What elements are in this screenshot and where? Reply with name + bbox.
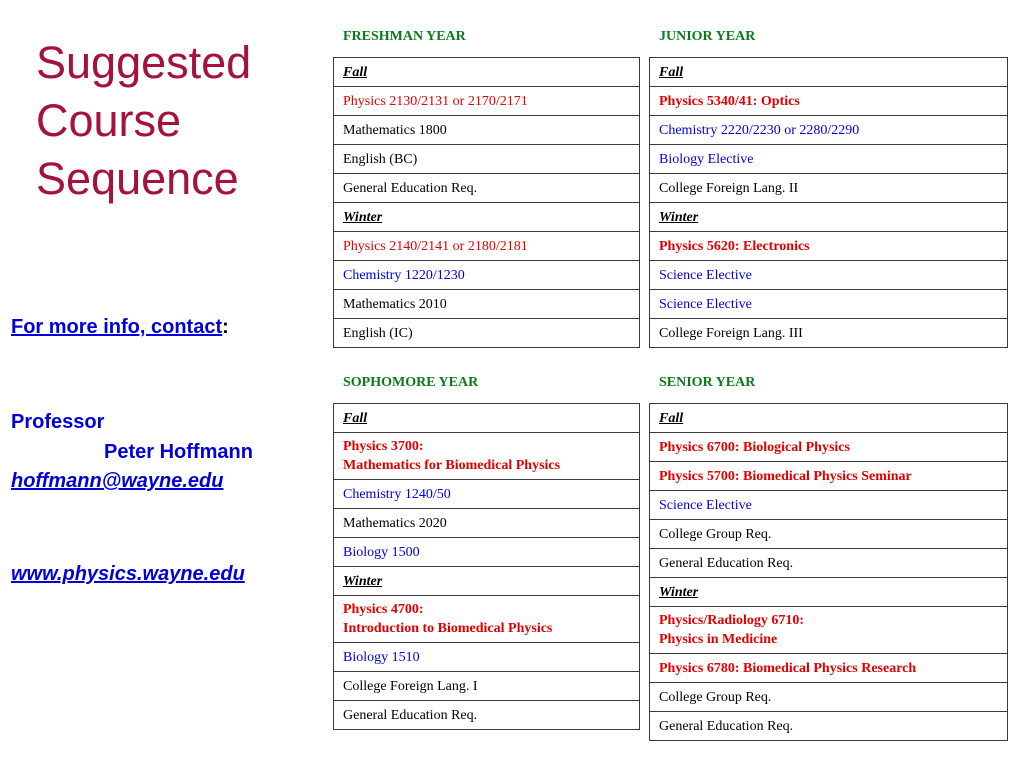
course-cell: College Foreign Lang. III	[650, 319, 1008, 348]
course-cell: Mathematics 2020	[334, 509, 640, 538]
course-cell: Physics 2140/2141 or 2180/2181	[334, 232, 640, 261]
course-row	[650, 462, 1008, 491]
senior-year-header: SENIOR YEAR	[659, 375, 756, 390]
course-cell: Science Elective	[650, 491, 1008, 520]
course-cell: Science Elective	[650, 290, 1008, 319]
course-row	[334, 319, 640, 348]
title-line-1: Suggested	[36, 37, 252, 88]
course-cell: Science Elective	[650, 261, 1008, 290]
course-row	[334, 433, 640, 480]
term-label: Winter	[334, 203, 640, 232]
course-line-2: Physics in Medicine	[659, 632, 778, 647]
course-cell: Physics 5620: Electronics	[650, 232, 1008, 261]
course-row	[650, 58, 1008, 87]
course-row	[334, 567, 640, 596]
course-row	[650, 261, 1008, 290]
course-row	[334, 58, 640, 87]
term-label: Winter	[334, 567, 640, 596]
course-row	[650, 87, 1008, 116]
course-row	[650, 145, 1008, 174]
course-cell: College Foreign Lang. II	[650, 174, 1008, 203]
title-line-3: Sequence	[36, 153, 239, 204]
course-line-1: Physics/Radiology 6710:	[659, 613, 805, 628]
course-row	[650, 404, 1008, 433]
course-row	[334, 203, 640, 232]
contact-heading	[11, 316, 326, 339]
course-row	[650, 712, 1008, 741]
course-row	[650, 319, 1008, 348]
term-label: Fall	[650, 404, 1008, 433]
contact-colon: :	[222, 316, 229, 338]
course-row	[650, 520, 1008, 549]
course-cell: College Group Req.	[650, 683, 1008, 712]
professor-name: Peter Hoffmann	[104, 441, 253, 463]
senior-year-table	[649, 403, 1008, 741]
course-row	[650, 654, 1008, 683]
course-cell: Physics 6780: Biomedical Physics Research	[650, 654, 1008, 683]
course-cell	[334, 596, 640, 643]
course-cell: English (IC)	[334, 319, 640, 348]
term-label: Fall	[334, 404, 640, 433]
course-cell: Physics 5340/41: Optics	[650, 87, 1008, 116]
course-cell: General Education Req.	[650, 549, 1008, 578]
course-row	[334, 672, 640, 701]
contact-link[interactable]: For more info, contact	[11, 316, 223, 338]
course-row	[650, 549, 1008, 578]
course-line-2: Introduction to Biomedical Physics	[343, 621, 553, 636]
course-cell: College Group Req.	[650, 520, 1008, 549]
course-cell: General Education Req.	[334, 174, 640, 203]
course-row	[650, 433, 1008, 462]
course-row	[650, 607, 1008, 654]
email-link[interactable]: hoffmann@wayne.edu	[11, 470, 224, 492]
course-row	[650, 232, 1008, 261]
page-title	[36, 34, 326, 208]
course-line-2: Mathematics for Biomedical Physics	[343, 458, 561, 473]
course-cell: Biology Elective	[650, 145, 1008, 174]
course-row	[334, 87, 640, 116]
course-row	[334, 116, 640, 145]
course-row	[650, 116, 1008, 145]
website-link[interactable]: www.physics.wayne.edu	[11, 563, 245, 585]
course-row	[334, 509, 640, 538]
course-row	[334, 596, 640, 643]
course-row	[334, 145, 640, 174]
professor-block	[11, 407, 326, 467]
course-row	[650, 491, 1008, 520]
course-line-1: Physics 3700:	[343, 439, 424, 454]
course-row	[650, 290, 1008, 319]
term-label: Fall	[334, 58, 640, 87]
freshman-year-table	[333, 57, 640, 348]
course-row	[334, 643, 640, 672]
course-cell: Chemistry 1220/1230	[334, 261, 640, 290]
title-line-2: Course	[36, 95, 182, 146]
course-row	[334, 701, 640, 730]
course-row	[334, 174, 640, 203]
course-row	[650, 683, 1008, 712]
professor-label: Professor	[11, 411, 105, 433]
course-row	[650, 174, 1008, 203]
course-row	[334, 538, 640, 567]
course-cell: General Education Req.	[650, 712, 1008, 741]
course-cell: Biology 1500	[334, 538, 640, 567]
course-cell: Chemistry 2220/2230 or 2280/2290	[650, 116, 1008, 145]
course-cell: Biology 1510	[334, 643, 640, 672]
course-row	[334, 480, 640, 509]
course-cell: College Foreign Lang. I	[334, 672, 640, 701]
course-cell	[334, 433, 640, 480]
course-cell: Physics 2130/2131 or 2170/2171	[334, 87, 640, 116]
sophomore-year-table	[333, 403, 640, 730]
course-cell	[650, 607, 1008, 654]
course-cell: English (BC)	[334, 145, 640, 174]
course-row	[334, 232, 640, 261]
junior-year-table	[649, 57, 1008, 348]
course-cell: Chemistry 1240/50	[334, 480, 640, 509]
course-cell: Mathematics 2010	[334, 290, 640, 319]
course-cell: Physics 5700: Biomedical Physics Seminar	[650, 462, 1008, 491]
course-cell: General Education Req.	[334, 701, 640, 730]
term-label: Winter	[650, 578, 1008, 607]
course-row	[334, 290, 640, 319]
course-line-1: Physics 4700:	[343, 602, 424, 617]
sophomore-year-header: SOPHOMORE YEAR	[343, 375, 479, 390]
course-row	[334, 261, 640, 290]
term-label: Winter	[650, 203, 1008, 232]
course-cell: Physics 6700: Biological Physics	[650, 433, 1008, 462]
course-row	[650, 203, 1008, 232]
course-cell: Mathematics 1800	[334, 116, 640, 145]
term-label: Fall	[650, 58, 1008, 87]
course-row	[334, 404, 640, 433]
junior-year-header: JUNIOR YEAR	[659, 29, 756, 44]
course-row	[650, 578, 1008, 607]
freshman-year-header: FRESHMAN YEAR	[343, 29, 466, 44]
